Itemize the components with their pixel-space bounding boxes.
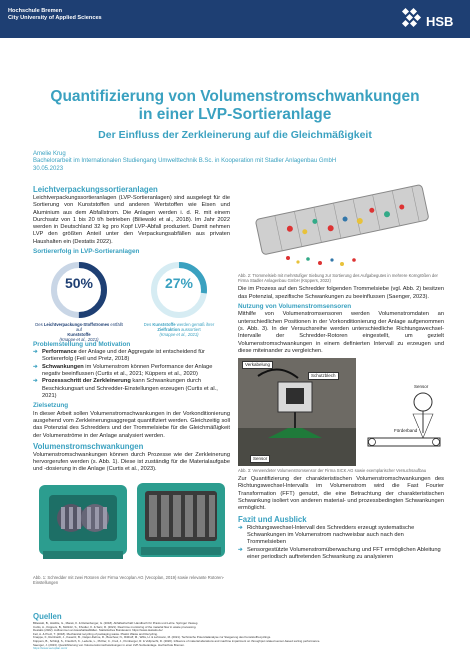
reference-item: Küppers, B., Schlögl, S., Friedrich, K., Lederle, L., Pichler, C., Freil, J., Pomberger, R. & Vollprecht, D. (2020). Influence of material alterations and machine impairment on throughput related sensor-based sorting performance.: [33, 638, 321, 643]
right-text-sensoren: Mithilfe von Volumenstromsensoren werden Volumenstromdaten an unterschiedlichen Positionen in der Vorkonditionierung der Anlage aufgenommen (s. Abb. 3). In der Versuchsreihe werden unterschiedliche Richtungswechsel-Intervalle der Schredder-Rotoren eingestellt, um gezielt Volumenstromschwankungen in einem definierten Intervall zu erzeugen und diese miteinander zu vergleichen.: [238, 311, 444, 354]
reference-link[interactable]: https://www.vecoplan.com/: [33, 646, 68, 651]
references-section: [33, 612, 443, 651]
author-name: Amelie Krug: [33, 151, 66, 157]
list-item: [238, 525, 444, 547]
bullet-text: kann Schwankungen durch Beschickungsart und Schredder-Einstellungen erzeugen (Curtis et al., 2021): [42, 378, 218, 399]
section-heading-sortiererfolg: Sortiererfolg in LVP-Sortieranlagen: [33, 248, 140, 256]
donut-chart-zielfraktion: [149, 260, 209, 320]
donut-caption-1-bold: Leichtverpackungs-Stoffstromes: [43, 321, 110, 327]
sensor-figure: [238, 358, 444, 466]
reference-item: Saenger, J. (2023). Quantifizierung von Volumenstromschwankungen in einer LVP-Sortieranlage. Hochschule Bremen.: [33, 642, 185, 647]
reference-item: Feil, A. & Pretz, T. (2018). Mechanical recycling of packaging waste. Plastic Waste and Recycling.: [33, 631, 158, 636]
bullet-text: der Anlage und der Aggregate ist entscheidend für Sortiererfolg (Feil und Pretz, 2018): [42, 349, 205, 363]
donut-caption-2-pre: Des: [143, 321, 153, 327]
donut-caption-1-pre: Des: [35, 321, 44, 327]
reference-item: Curtis, A., Küppers, B., Möllnitz, S., Khodier, K. & Sarc, R. (2021). Real time monitoring of the material flow in waste processing.: [33, 624, 197, 629]
arrow-icon: ➔: [33, 378, 38, 385]
list-item: [238, 547, 444, 562]
donut-caption-1-source: (Knappe et al., 2021): [59, 336, 99, 342]
poster-subtitle: Der Einfluss der Zerkleinerung auf die Gleichmäßigkeit: [98, 129, 372, 141]
donut-caption-2-post2: aussortiert: [179, 326, 201, 332]
fazit-bullet-list: [238, 525, 444, 561]
title-line-2: in einer LVP-Sortieranlage: [138, 106, 332, 123]
label-verkabelung: Verkabelung: [242, 361, 273, 369]
donut-caption-2-bold: Kunststoffe: [152, 321, 176, 327]
bullet-text: Sensorgestützte Volumenstromüberwachung und FFT ermöglichen Ableitung einer periodisch auftretenden Schwankung zu analysieren: [247, 546, 441, 560]
arrow-icon: ➔: [238, 524, 243, 531]
problem-bullet-list: [33, 349, 230, 400]
bullet-bold: Performance: [42, 349, 77, 356]
donut-caption-2: [135, 322, 223, 337]
section-heading-zielsetzung: Zielsetzung: [33, 402, 69, 410]
list-item: [33, 378, 230, 400]
poster-title: [20, 88, 450, 124]
bullet-bold: Prozessschritt der Zerkleinerung: [42, 378, 131, 385]
reference-item: Knappe, F., Reinhardt, J., Kauertz, B., Oetjen-Dehne, R., Buschow, N., Ritthoff, M., Wilts, H. & Lehmann, M. (2021). Technische Potenzialanalyse zur Steigerung des Kunststoffrecyclings.: [33, 635, 271, 640]
arrow-icon: ➔: [33, 363, 38, 370]
section-heading-fazit: Fazit und Ausblick: [238, 514, 307, 524]
right-text-trommelsieb: Die im Prozess auf den Schredder folgenden Trommelsiebe (vgl. Abb. 2) besitzen das Potenzial, spezifische Schwankungen zu beeinflussen (Saenger, 2023).: [238, 286, 444, 300]
section-text-zielsetzung: In dieser Arbeit sollen Volumenstromschwankungen in der Vorkonditionierung ausgehend vom Zerkleinerungsaggregat quantifiziert werden. Gleichzeitig soll das Potenzial des Schredders und der Trommelsiebe für die Gleichmäßigkeit der Volumenströme in der Anlage analysiert werden.: [33, 410, 230, 439]
author-info: [33, 151, 443, 173]
label-sensor-photo: Sensor: [250, 455, 270, 463]
donut-chart-group: [33, 258, 230, 342]
section-heading-problem: Problemstellung und Motivation: [33, 340, 131, 348]
shredder-illustration: [33, 477, 230, 570]
donut-caption-1: [35, 322, 123, 342]
reference-item: Destatis (2022). Aufkommen an Haushaltsabfällen. Statistisches Bundesamt. https://www.destatis.de/: [33, 628, 163, 633]
section-text-volumenstrom: Volumenstromschwankungen können durch Prozesse wie der Zerkleinerung hervorgerufen werden (s. Abb. 1). Diese ist zuständig für die Materialaufgabe und -dosierung in die Anlage (Curtis et al., 2023).: [33, 451, 230, 473]
title-line-1: Quantifizierung von Volumenstromschwankungen: [50, 88, 420, 105]
left-column: [33, 183, 230, 585]
list-item: [33, 364, 230, 379]
right-column: [238, 180, 444, 561]
section-text-lvp: Leichtverpackungssortieranlagen (LVP-Sortieranlagen) sind ausgelegt für die Sortierung von Kunststoffen und anderen Wertstoffen wie Eisen und Aluminium aus dem Abfallstrom. Die Anlagen werden i. d. R. mit einem Durchsatz von 1 bis 20 t/h betrieben (Biliewski et al., 2018). Im Jahr 2022 werden in Deutschland 32 kg pro Kopf LVP-Abfall produziert. Damit nehmen LVP den größten Anteil unter den Verpackungsabfällen aus privaten Haushalten ein (Destatis 2022).: [33, 195, 230, 245]
donut-chart-kunststoffe: [49, 260, 109, 320]
donut-caption-2-bold2: Zielfraktion: [157, 326, 180, 332]
figure-1-caption: Abb. 1: Schredder mit zwei Rotoren der Firma Vecoplan AG (Vecoplan, 2019) sowie relevante Rotoren-Einstellungen: [33, 575, 225, 586]
donut-caption-2-source: (Knappe et al., 2021): [159, 331, 199, 337]
sensor-illustration: [238, 358, 444, 466]
arrow-icon: ➔: [238, 546, 243, 553]
header-bar: [0, 0, 470, 38]
donut-value-2: 27%: [164, 274, 194, 291]
logo-text: HSB: [426, 14, 454, 29]
thesis-info: Bachelorarbeit im Internationalen Studiengang Umwelttechnik B.Sc. in Kooperation mit Stadler Anlagenbau GmbH: [33, 158, 337, 165]
arrow-icon: ➔: [33, 349, 38, 356]
reference-item: Biliewski, B., Härdtle, G., Marek, K. & Rettenberger, G. (2018). Abfallwirtschaft: Handbuch für Praxis und Lehre. Springer Vieweg.: [33, 621, 199, 625]
trommelsieb-illustration: [238, 180, 444, 268]
bullet-text: im Volumenstrom können Performance der Anlage negativ beeinflussen (Curtis et al., 2021; Küppers et al., 2020): [42, 363, 213, 377]
figure-2-caption: Abb. 2: Trommelsieb mit mehrstufiger Siebung zur Sortierung des Aufgabegutes in mehrere Korngrößen der Firma Stadler Anlagenbau GmbH (Küppers, 2022): [238, 273, 438, 284]
label-schutzblech: Schutzblech: [308, 372, 339, 380]
right-text-fft: Zur Quantifizierung der charakteristischen Volumenstromschwankungen des Richtungswechsel-Intervalls im Volumenstrom wird die Fast Fourier Transformation (FFT) genutzt, die eine Betrachtung der charakteristischen Schwankung isoliert von anderen material- und prozessbedingten Schwankungen ermöglicht.: [238, 476, 444, 512]
figure-3-caption: Abb. 3: Verwendeter Volumenstromsensor der Firma SICK AG sowie exemplarischer Versuchsaufbau: [238, 468, 427, 474]
donut-caption-2-post: werden gemäß ihrer: [175, 321, 215, 327]
label-sensor: Sensor: [414, 384, 429, 390]
hsb-logo: [400, 6, 460, 32]
section-heading-lvp: Leichtverpackungssortieranlagen: [33, 185, 158, 194]
references-heading: Quellen: [33, 612, 62, 621]
donut-caption-1-bold2: Kunststoffe: [67, 331, 91, 337]
section-heading-sensoren: Nutzung von Volumenstromsensoren: [238, 302, 352, 310]
bullet-bold: Schwankungen: [42, 363, 84, 370]
university-name: [8, 8, 102, 22]
university-line-1: Hochschule Bremen: [8, 8, 63, 14]
list-item: [33, 349, 230, 364]
section-heading-volumenstrom: Volumenstromschwankungen: [33, 441, 144, 451]
hsb-logo-icon: [400, 6, 426, 32]
university-line-2: City University of Applied Sciences: [8, 15, 102, 21]
donut-caption-1-post: entfällt auf: [76, 321, 123, 332]
label-foerderband: Förderband: [394, 428, 418, 434]
bullet-text: Richtungswechsel-Intervall des Schredders erzeugt systematische Schwankungen im Volumenstrom nachweisbar auch nach den Trommelsieben: [247, 524, 415, 546]
poster-date: 30.05.2023: [33, 165, 64, 172]
donut-value-1: 50%: [64, 274, 94, 291]
